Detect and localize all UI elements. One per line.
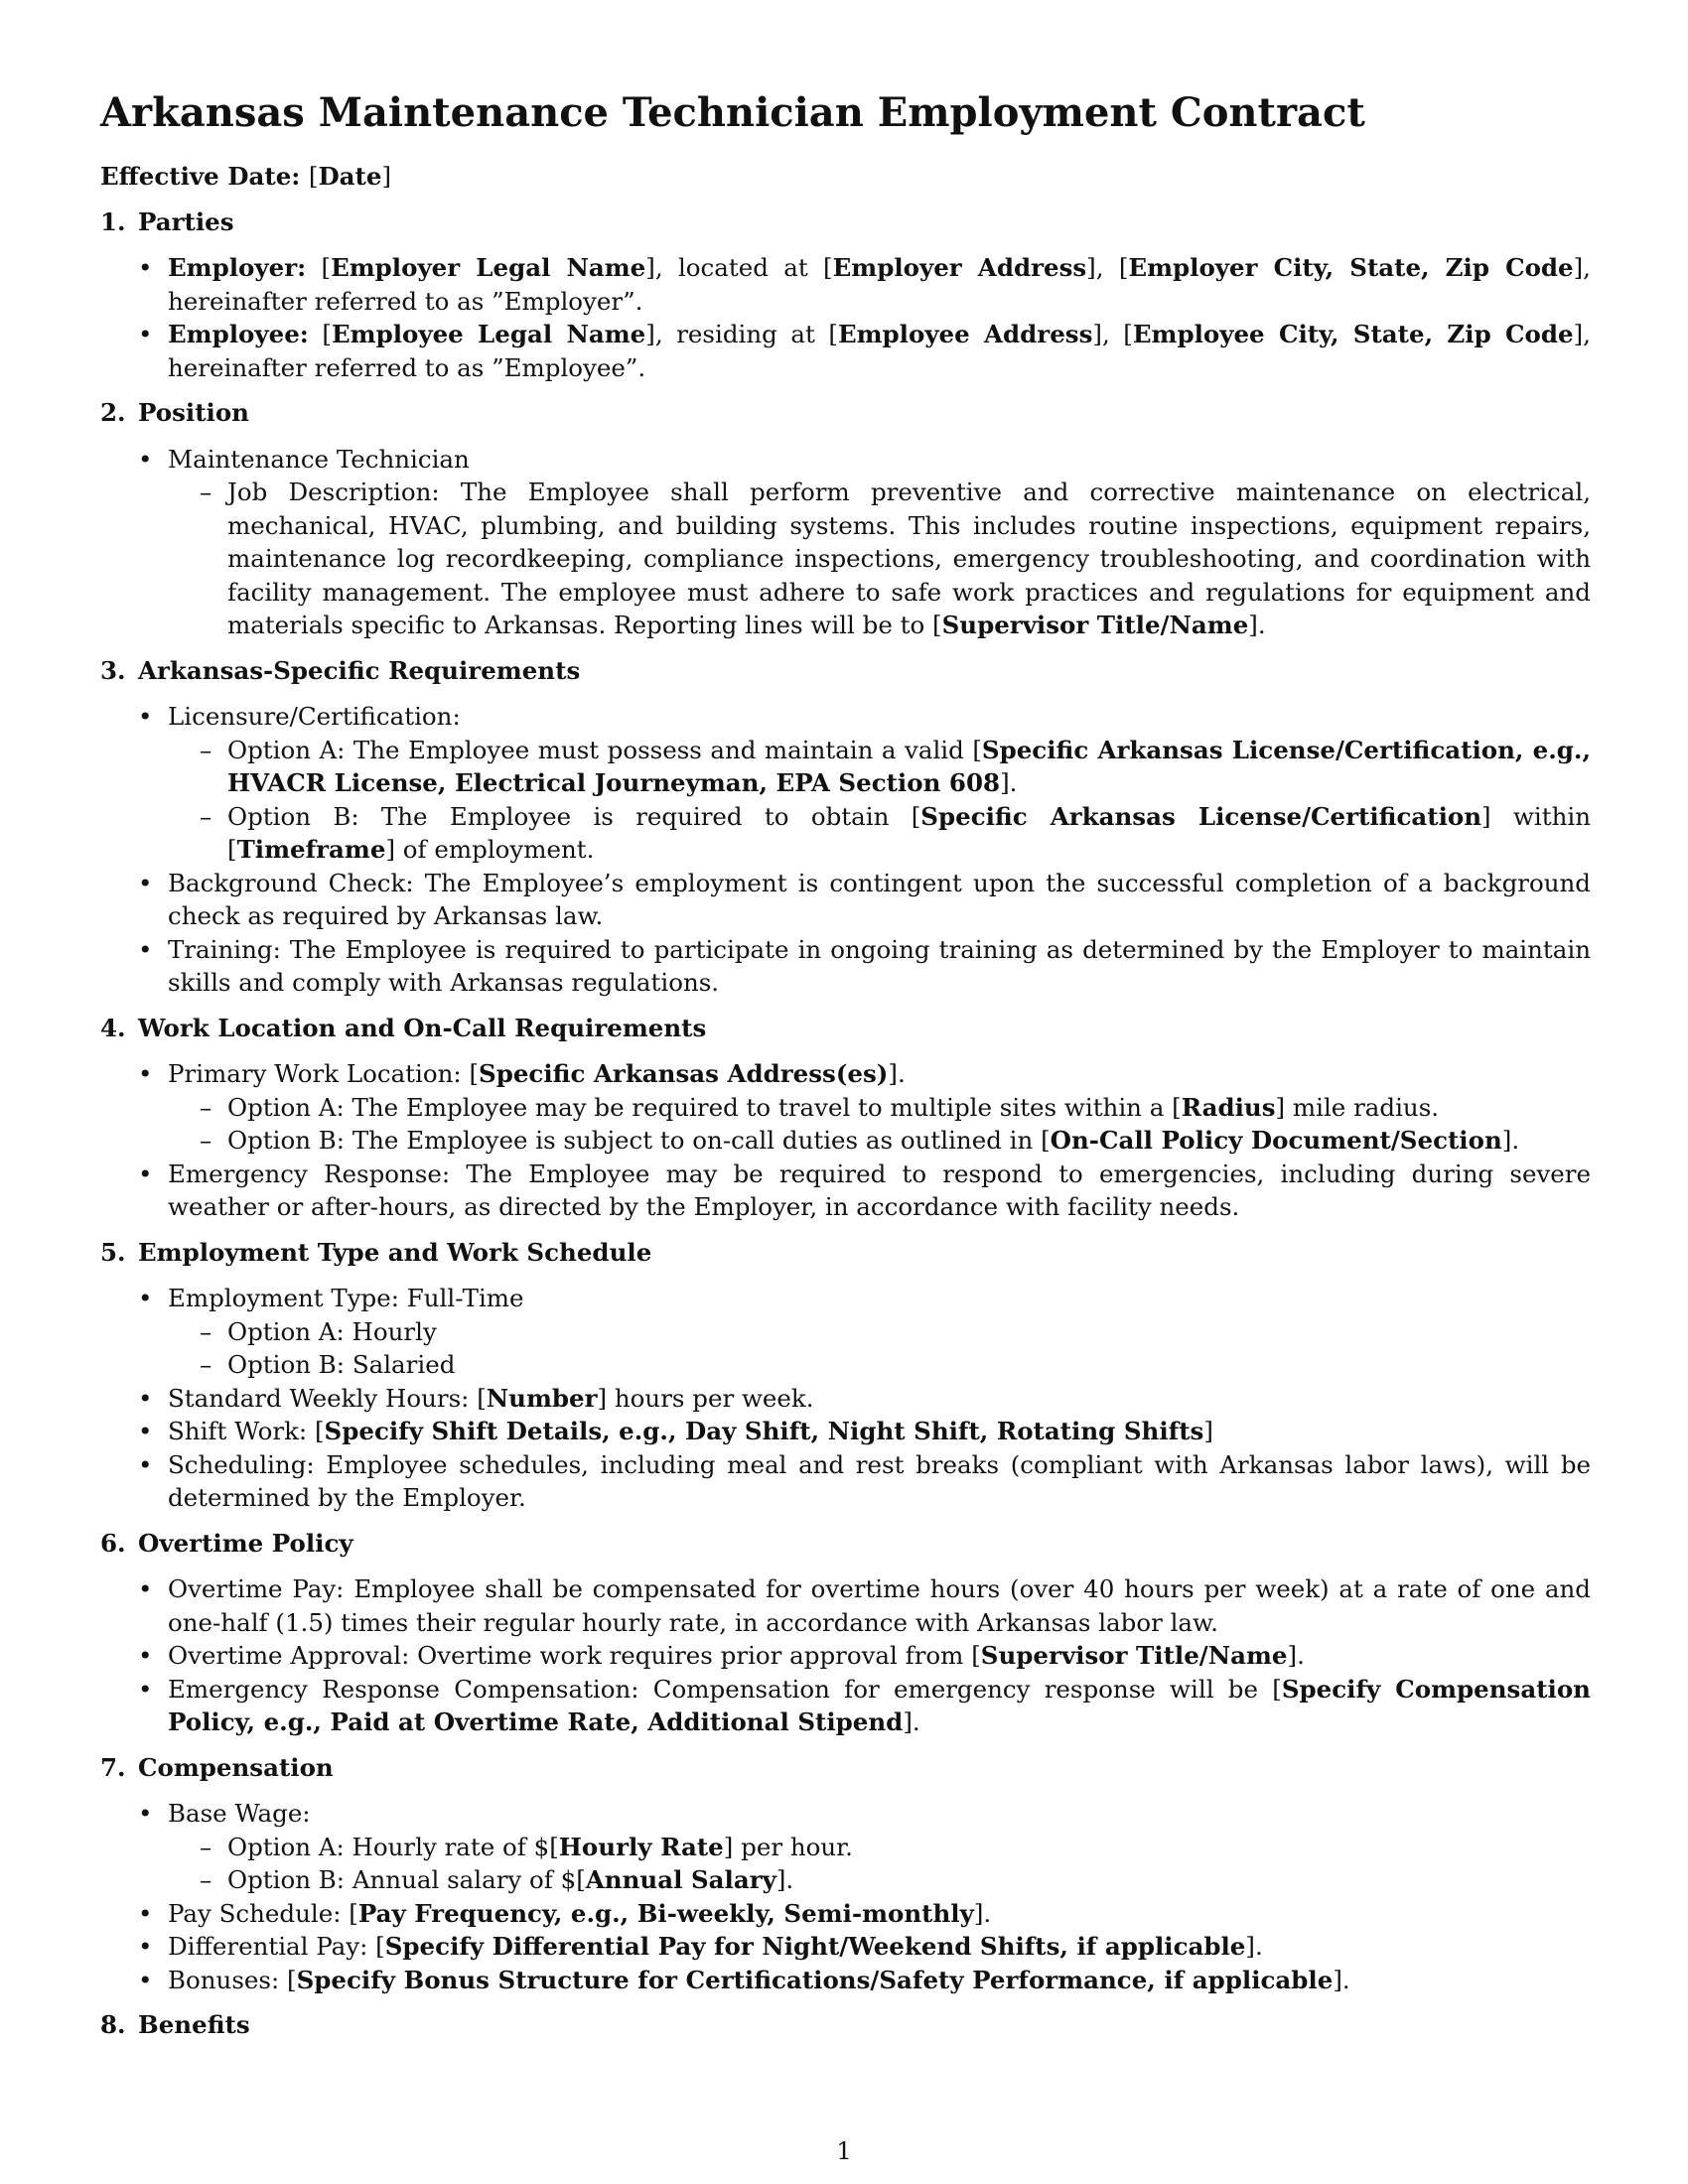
job-description-text: Job Description: The Employee shall perform preventive and corrective maintenance on electrical, mechanical, HVAC, plumbing, and building systems. This includes routine inspections, equipment repairs, maintenance log recordkeeping, compliance inspections, emergency troubleshooting, and coordination with facility management. The employee must adhere to safe work practices and regulations for equipment and materials specific to Arkansas. Reporting lines will be to [227, 478, 1591, 639]
list-item-employer: • Employer: [Employer Legal Name], located at [Employer Address], [Employer City, State, Zip Code], hereinafter referred to as ”Employer”. [168, 251, 1591, 318]
employer-address-placeholder: Employer Address [832, 253, 1087, 282]
effective-date: Effective Date: [Date] [100, 162, 392, 191]
option-text: per hour. [733, 1832, 853, 1861]
section-number: 4. [100, 1013, 126, 1042]
section-heading [100, 2008, 1591, 2042]
option-text: Option B: The Employee is required to obtain [227, 801, 912, 831]
section-title: Employment Type and Work Schedule [138, 1237, 652, 1267]
address-placeholder: Specific Arkansas Address(es) [479, 1059, 889, 1088]
item-text: Bonuses: [168, 1965, 287, 1994]
list-item-base-wage [168, 1797, 1591, 1897]
on-call-policy-placeholder: On-Call Policy Document/Section [1050, 1126, 1502, 1155]
list-item-position [168, 443, 1591, 642]
document-body [100, 85, 1591, 2055]
job-description: – Job Description: The Employee shall perform preventive and corrective maintenance on electrical, mechanical, HVAC, plumbing, and building systems. This includes routine inspections, equipment repairs, maintenance log recordkeeping, compliance inspections, emergency troubleshooting, and coordination with facility management. The employee must adhere to safe work practices and regulations for equipment and materials specific to Arkansas. Reporting lines will be to [Supervisor Title/Name]. [227, 476, 1591, 642]
license-placeholder: Specific Arkansas License/Certification, e.g., HVACR License, Electrical Journeyman, EPA Section 608 [227, 735, 1591, 797]
employee-text: , residing at [654, 320, 829, 348]
license-placeholder: Specific Arkansas License/Certification [920, 801, 1482, 831]
shift-placeholder: Specify Shift Details, e.g., Day Shift, Night Shift, Rotating Shifts [324, 1417, 1204, 1445]
list-item-training: • Training: The Employee is required to participate in ongoing training as determined by the Employer to maintain skills and comply with Arkansas regulations. [168, 933, 1591, 1000]
list-item-primary-location: • Primary Work Location: [Specific Arkansas Address(es)]. – Option A: The Employee may be required to travel to multiple sites within a [Radius] mile radius. – Option B: The Employee is subject to on-call duties as outlined in [On-Call Policy Document/Section]. [168, 1057, 1591, 1158]
option-text: Option A: Hourly rate of $ [227, 1832, 550, 1861]
list-item-shift-work: • Shift Work: [Specify Shift Details, e.g., Day Shift, Night Shift, Rotating Shifts] [168, 1415, 1591, 1448]
wage-option-a: – Option A: Hourly rate of $[Hourly Rate] per hour. [227, 1831, 1591, 1864]
effective-date-value: Date [318, 162, 382, 191]
option-text: Option B: The Employee is subject to on-call duties as outlined in [227, 1126, 1042, 1155]
list-item-emergency-response: • Emergency Response: The Employee may be required to respond to emergencies, including during severe weather or after-hours, as directed by the Employer, in accordance with facility needs. [168, 1158, 1591, 1224]
list-item-employment-type [168, 1282, 1591, 1382]
item-text: Shift Work: [168, 1417, 315, 1445]
list-item-licensure [168, 700, 1591, 867]
employer-tail: hereinafter referred to as ”Employer”. [168, 286, 643, 316]
item-text: Employment Type: Full-Time [168, 1284, 524, 1312]
section-compensation [100, 1751, 1591, 1997]
employee-city-placeholder: Employee City, State, Zip Code [1132, 320, 1574, 348]
section-title: Position [138, 398, 249, 427]
location-option-b: – Option B: The Employee is subject to on-call duties as outlined in [On-Call Policy Document/Section]. [227, 1124, 1591, 1158]
annual-salary-placeholder: Annual Salary [585, 1865, 776, 1894]
wage-option-b: – Option B: Annual salary of $[Annual Salary]. [227, 1863, 1591, 1897]
employment-option-b: – Option B: Salaried [227, 1348, 1591, 1382]
hours-placeholder: Number [486, 1383, 598, 1413]
section-employment-type [100, 1236, 1591, 1515]
hourly-rate-placeholder: Hourly Rate [558, 1832, 724, 1861]
licensure-label: Licensure/Certification: [168, 702, 461, 731]
position-title: Maintenance Technician [168, 444, 470, 474]
list-item-weekly-hours: • Standard Weekly Hours: [Number] hours per week. [168, 1382, 1591, 1416]
item-text: Standard Weekly Hours: [168, 1383, 478, 1413]
supervisor-placeholder: Supervisor Title/Name [980, 1641, 1288, 1670]
timeframe-placeholder: Timeframe [236, 835, 386, 864]
compensation-policy-placeholder: Specify Compensation Policy, e.g., Paid at Overtime Rate, Additional Stipend [168, 1674, 1591, 1736]
section-heading [100, 1012, 1591, 1045]
list-item-overtime-approval: • Overtime Approval: Overtime work requires prior approval from [Supervisor Title/Name]. [168, 1639, 1591, 1673]
section-number: 8. [100, 2010, 126, 2039]
employer-label: Employer: [168, 253, 307, 282]
employee-tail: hereinafter referred to as ”Employee”. [168, 352, 646, 382]
option-text: of employment. [395, 835, 595, 864]
list-item-differential-pay: • Differential Pay: [Specify Differential Pay for Night/Weekend Shifts, if applicable]. [168, 1930, 1591, 1964]
pay-frequency-placeholder: Pay Frequency, e.g., Bi-weekly, Semi-monthly [357, 1898, 974, 1928]
option-text: mile radius. [1285, 1092, 1440, 1122]
list-item-scheduling: • Scheduling: Employee schedules, including meal and rest breaks (compliant with Arkansas labor laws), will be determined by the Employer. [168, 1448, 1591, 1515]
effective-date-label: Effective Date: [100, 162, 301, 191]
employee-label: Employee: [168, 320, 309, 348]
bonus-placeholder: Specify Bonus Structure for Certifications/Safety Performance, if applicable [296, 1965, 1334, 1994]
section-number: 1. [100, 206, 126, 236]
section-number: 5. [100, 1237, 126, 1267]
section-benefits [100, 2008, 1591, 2042]
option-text: within [1490, 801, 1591, 831]
section-number: 7. [100, 1752, 126, 1782]
section-title: Overtime Policy [138, 1528, 353, 1558]
list-item-emergency-compensation: • Emergency Response Compensation: Compensation for emergency response will be [Specify Compensation Policy, e.g., Paid at Overtime Rate, Additional Stipend]. [168, 1673, 1591, 1739]
radius-placeholder: Radius [1181, 1092, 1276, 1122]
location-option-a: – Option A: The Employee may be required to travel to multiple sites within a [Radius] mile radius. [227, 1091, 1591, 1125]
employment-option-a: – Option A: Hourly [227, 1315, 1591, 1349]
section-title: Arkansas-Specific Requirements [138, 655, 581, 685]
section-heading [100, 1236, 1591, 1270]
option-text: Option A: The Employee may be required to travel to multiple sites within a [227, 1092, 1173, 1122]
page-number: 1 [836, 2136, 852, 2165]
section-parties [100, 205, 1591, 385]
section-heading [100, 654, 1591, 688]
item-text: Overtime Approval: Overtime work requires prior approval from [168, 1641, 972, 1670]
section-title: Work Location and On-Call Requirements [138, 1013, 707, 1042]
item-text: Emergency Response Compensation: Compensation for emergency response will be [168, 1674, 1273, 1704]
licensure-option-a: – Option A: The Employee must possess and maintain a valid [Specific Arkansas License/Certification, e.g., HVACR License, Electrical Journeyman, EPA Section 608]. [227, 734, 1591, 800]
list-item-bonuses: • Bonuses: [Specify Bonus Structure for Certifications/Safety Performance, if applicable]. [168, 1964, 1591, 1997]
employer-city-placeholder: Employer City, State, Zip Code [1128, 253, 1574, 282]
section-title: Benefits [138, 2010, 250, 2039]
employer-name-placeholder: Employer Legal Name [331, 253, 646, 282]
employee-name-placeholder: Employee Legal Name [331, 320, 646, 348]
section-number: 6. [100, 1528, 126, 1558]
section-title: Parties [138, 206, 234, 236]
section-position [100, 396, 1591, 642]
section-number: 3. [100, 655, 126, 685]
section-heading [100, 1527, 1591, 1561]
section-heading [100, 396, 1591, 430]
supervisor-placeholder: Supervisor Title/Name [941, 611, 1249, 639]
list-item-background-check: • Background Check: The Employee’s employment is contingent upon the successful completion of a background check as required by Arkansas law. [168, 867, 1591, 933]
item-text: hours per week. [607, 1383, 814, 1413]
employer-text: , located at [654, 253, 824, 282]
differential-pay-placeholder: Specify Differential Pay for Night/Weekend Shifts, if applicable [384, 1932, 1246, 1961]
option-text: Option B: Annual salary of $ [227, 1865, 577, 1894]
section-heading [100, 205, 1591, 239]
section-title: Compensation [138, 1752, 334, 1782]
option-text: Option A: The Employee must possess and maintain a valid [227, 735, 973, 764]
document-title: Arkansas Maintenance Technician Employment Contract [100, 89, 1365, 136]
list-item-pay-schedule: • Pay Schedule: [Pay Frequency, e.g., Bi-weekly, Semi-monthly]. [168, 1897, 1591, 1931]
item-text: Primary Work Location: [168, 1059, 470, 1088]
section-overtime [100, 1527, 1591, 1739]
list-item-employee: • Employee: [Employee Legal Name], residing at [Employee Address], [Employee City, State, Zip Code], hereinafter referred to as ”Employee”. [168, 318, 1591, 384]
section-arkansas-requirements [100, 654, 1591, 1000]
section-number: 2. [100, 398, 126, 427]
section-work-location [100, 1012, 1591, 1224]
item-text: Pay Schedule: [168, 1898, 350, 1928]
employee-address-placeholder: Employee Address [837, 320, 1093, 348]
item-text: Base Wage: [168, 1799, 311, 1828]
licensure-option-b: – Option B: The Employee is required to obtain [Specific Arkansas License/Certification] within [Timeframe] of employment. [227, 800, 1591, 867]
section-heading [100, 1751, 1591, 1785]
list-item-overtime-pay: • Overtime Pay: Employee shall be compensated for overtime hours (over 40 hours per week) at a rate of one and one-half (1.5) times their regular hourly rate, in accordance with Arkansas labor law. [168, 1572, 1591, 1639]
item-text: Differential Pay: [168, 1932, 376, 1961]
